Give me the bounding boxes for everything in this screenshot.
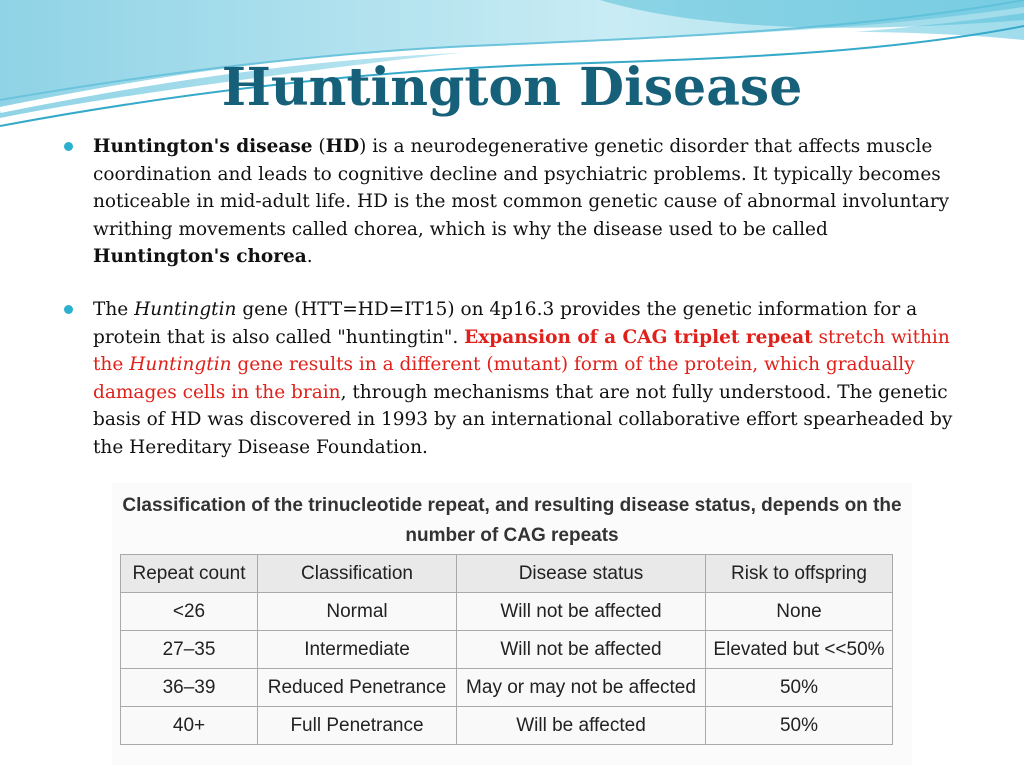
table-cell: 50% xyxy=(706,669,893,707)
highlight-cag-expansion: Expansion of a CAG triplet repeat xyxy=(464,326,813,348)
table-row xyxy=(121,669,893,707)
bullet-dot-icon xyxy=(64,305,73,314)
table-cell: Elevated but <<50% xyxy=(706,631,893,669)
table-header-row xyxy=(121,555,893,593)
table-row xyxy=(121,593,893,631)
table-cell: Reduced Penetrance xyxy=(258,669,457,707)
column-header: Repeat count xyxy=(121,555,258,593)
term-huntingtons-disease: Huntington's disease xyxy=(93,136,313,157)
bullet-dot-icon xyxy=(64,142,73,151)
table-cell: 50% xyxy=(706,707,893,745)
classification-table xyxy=(120,554,893,745)
table-caption: Classification of the trinucleotide repeat, and resulting disease status, depends on the number of CAG repeats xyxy=(122,495,902,546)
table-cell: 27–35 xyxy=(121,631,258,669)
slide-title: Huntington Disease xyxy=(221,57,803,118)
term-hd: HD xyxy=(325,136,360,157)
table-row xyxy=(121,631,893,669)
bullet-item-genetics: The Huntingtin gene (HTT=HD=IT15) on 4p16.3 provides the genetic information for a protein that is also called "huntingtin". Expansion of a CAG triplet repeat stretch within the Huntingtin gene results in a different (mutant) form of the protein, which gradually damages cells in the brain, through mechanisms that are not fully understood. The genetic basis of HD was discovered in 1993 by an international collaborative effort spearheaded by the Hereditary Disease Foundation. xyxy=(60,296,970,462)
bullet-item-definition: Huntington's disease (HD) is a neurodegenerative genetic disorder that affects muscle coordination and leads to cognitive decline and psychiatric problems. It typically becomes noticeable in mid-adult life. HD is the most common genetic cause of abnormal involuntary writhing movements called chorea, which is why the disease used to be called Huntington's chorea. xyxy=(60,133,970,271)
term-huntingtons-chorea: Huntington's chorea xyxy=(93,246,307,268)
table-cell: Will be affected xyxy=(457,707,706,745)
column-header: Classification xyxy=(258,555,457,593)
column-header: Disease status xyxy=(457,555,706,593)
table-cell: Normal xyxy=(258,593,457,631)
table-cell: Will not be affected xyxy=(457,631,706,669)
table-cell: 40+ xyxy=(121,707,258,745)
table-cell: None xyxy=(706,593,893,631)
table-cell: Will not be affected xyxy=(457,593,706,631)
table-row xyxy=(121,707,893,745)
term-huntingtin: Huntingtin xyxy=(134,298,237,320)
column-header: Risk to offspring xyxy=(706,555,893,593)
table-cell: Full Penetrance xyxy=(258,707,457,745)
bullet-list xyxy=(60,133,970,462)
table-cell: <26 xyxy=(121,593,258,631)
table-cell: Intermediate xyxy=(258,631,457,669)
table-cell: 36–39 xyxy=(121,669,258,707)
table-cell: May or may not be affected xyxy=(457,669,706,707)
classification-table-panel xyxy=(112,483,912,765)
